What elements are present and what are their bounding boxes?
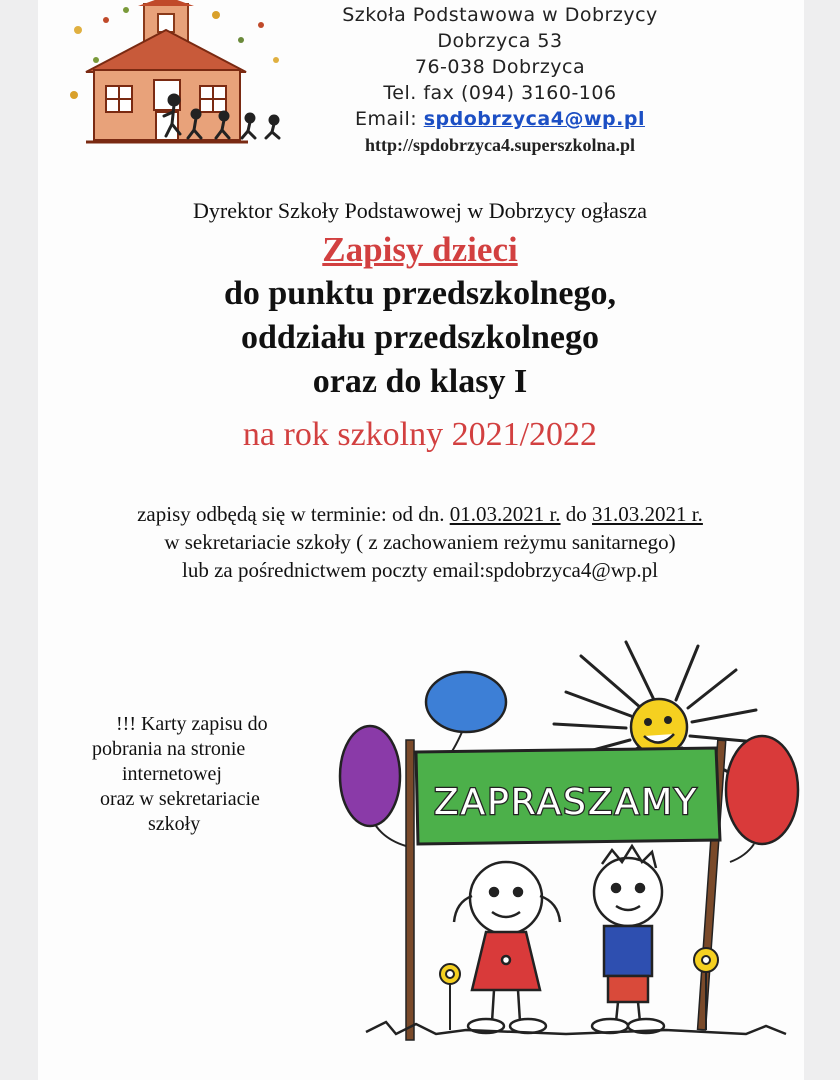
dates-prefix: zapisy odbędą się w terminie: od dn.	[137, 502, 445, 526]
note-line-3: internetowej	[122, 763, 222, 785]
enrollment-line-1: do punktu przedszkolnego,	[223, 275, 617, 312]
boy-figure	[592, 846, 664, 1033]
director-announcement: Dyrektor Szkoły Podstawowej w Dobrzycy ogłasza	[193, 198, 647, 223]
school-phone: Tel. fax (094) 3160-106	[383, 82, 617, 104]
school-email-line	[300, 106, 700, 132]
school-name: Szkoła Podstawowa w Dobrzycy	[342, 4, 658, 26]
scan-edge-right	[804, 0, 840, 1080]
purple-balloon-icon	[340, 726, 406, 846]
grass-line	[366, 1022, 786, 1034]
enrollment-line-3: oraz do klasy I	[312, 363, 528, 400]
enrollment-dates	[40, 500, 800, 584]
blue-balloon-icon	[426, 672, 506, 760]
enrollment-line-2: oddziału przedszkolnego	[241, 319, 599, 356]
end-date: 31.03.2021 r.	[592, 502, 703, 526]
announcement-block	[60, 196, 780, 458]
school-year: na rok szkolny 2021/2022	[242, 416, 598, 453]
school-logo	[66, 0, 296, 150]
dates-middle: do	[565, 502, 587, 526]
email-link[interactable]: spdobrzyca4@wp.pl	[423, 108, 645, 130]
note-line-1: !!! Karty zapisu do	[116, 713, 268, 735]
start-date: 01.03.2021 r.	[449, 502, 561, 526]
girl-figure	[454, 862, 560, 1033]
red-balloon-icon	[726, 736, 798, 862]
school-address: Dobrzyca 53	[437, 30, 563, 52]
dates-line-3: lub za pośrednictwem poczty email:spdobrzyca4@wp.pl	[182, 558, 658, 582]
scan-edge-left	[0, 0, 38, 1080]
note-line-4: oraz w sekretariacie	[100, 788, 260, 810]
note-line-2: pobrania na stronie	[92, 738, 246, 760]
dates-line-2: w sekretariacie szkoły ( z zachowaniem reżymu sanitarnego)	[164, 530, 676, 554]
forms-note	[80, 712, 320, 837]
note-line-5: szkoły	[148, 813, 201, 835]
dates-line-1	[40, 500, 800, 528]
welcome-illustration	[326, 630, 806, 1070]
school-contact-block	[300, 2, 700, 158]
banner-text: ZAPRASZAMY	[433, 782, 699, 823]
school-website[interactable]: http://spdobrzyca4.superszkolna.pl	[364, 135, 636, 155]
email-label: Email:	[355, 108, 418, 130]
school-postal-code: 76-038 Dobrzyca	[414, 56, 586, 78]
announcement-title: Zapisy dzieci	[322, 230, 518, 269]
